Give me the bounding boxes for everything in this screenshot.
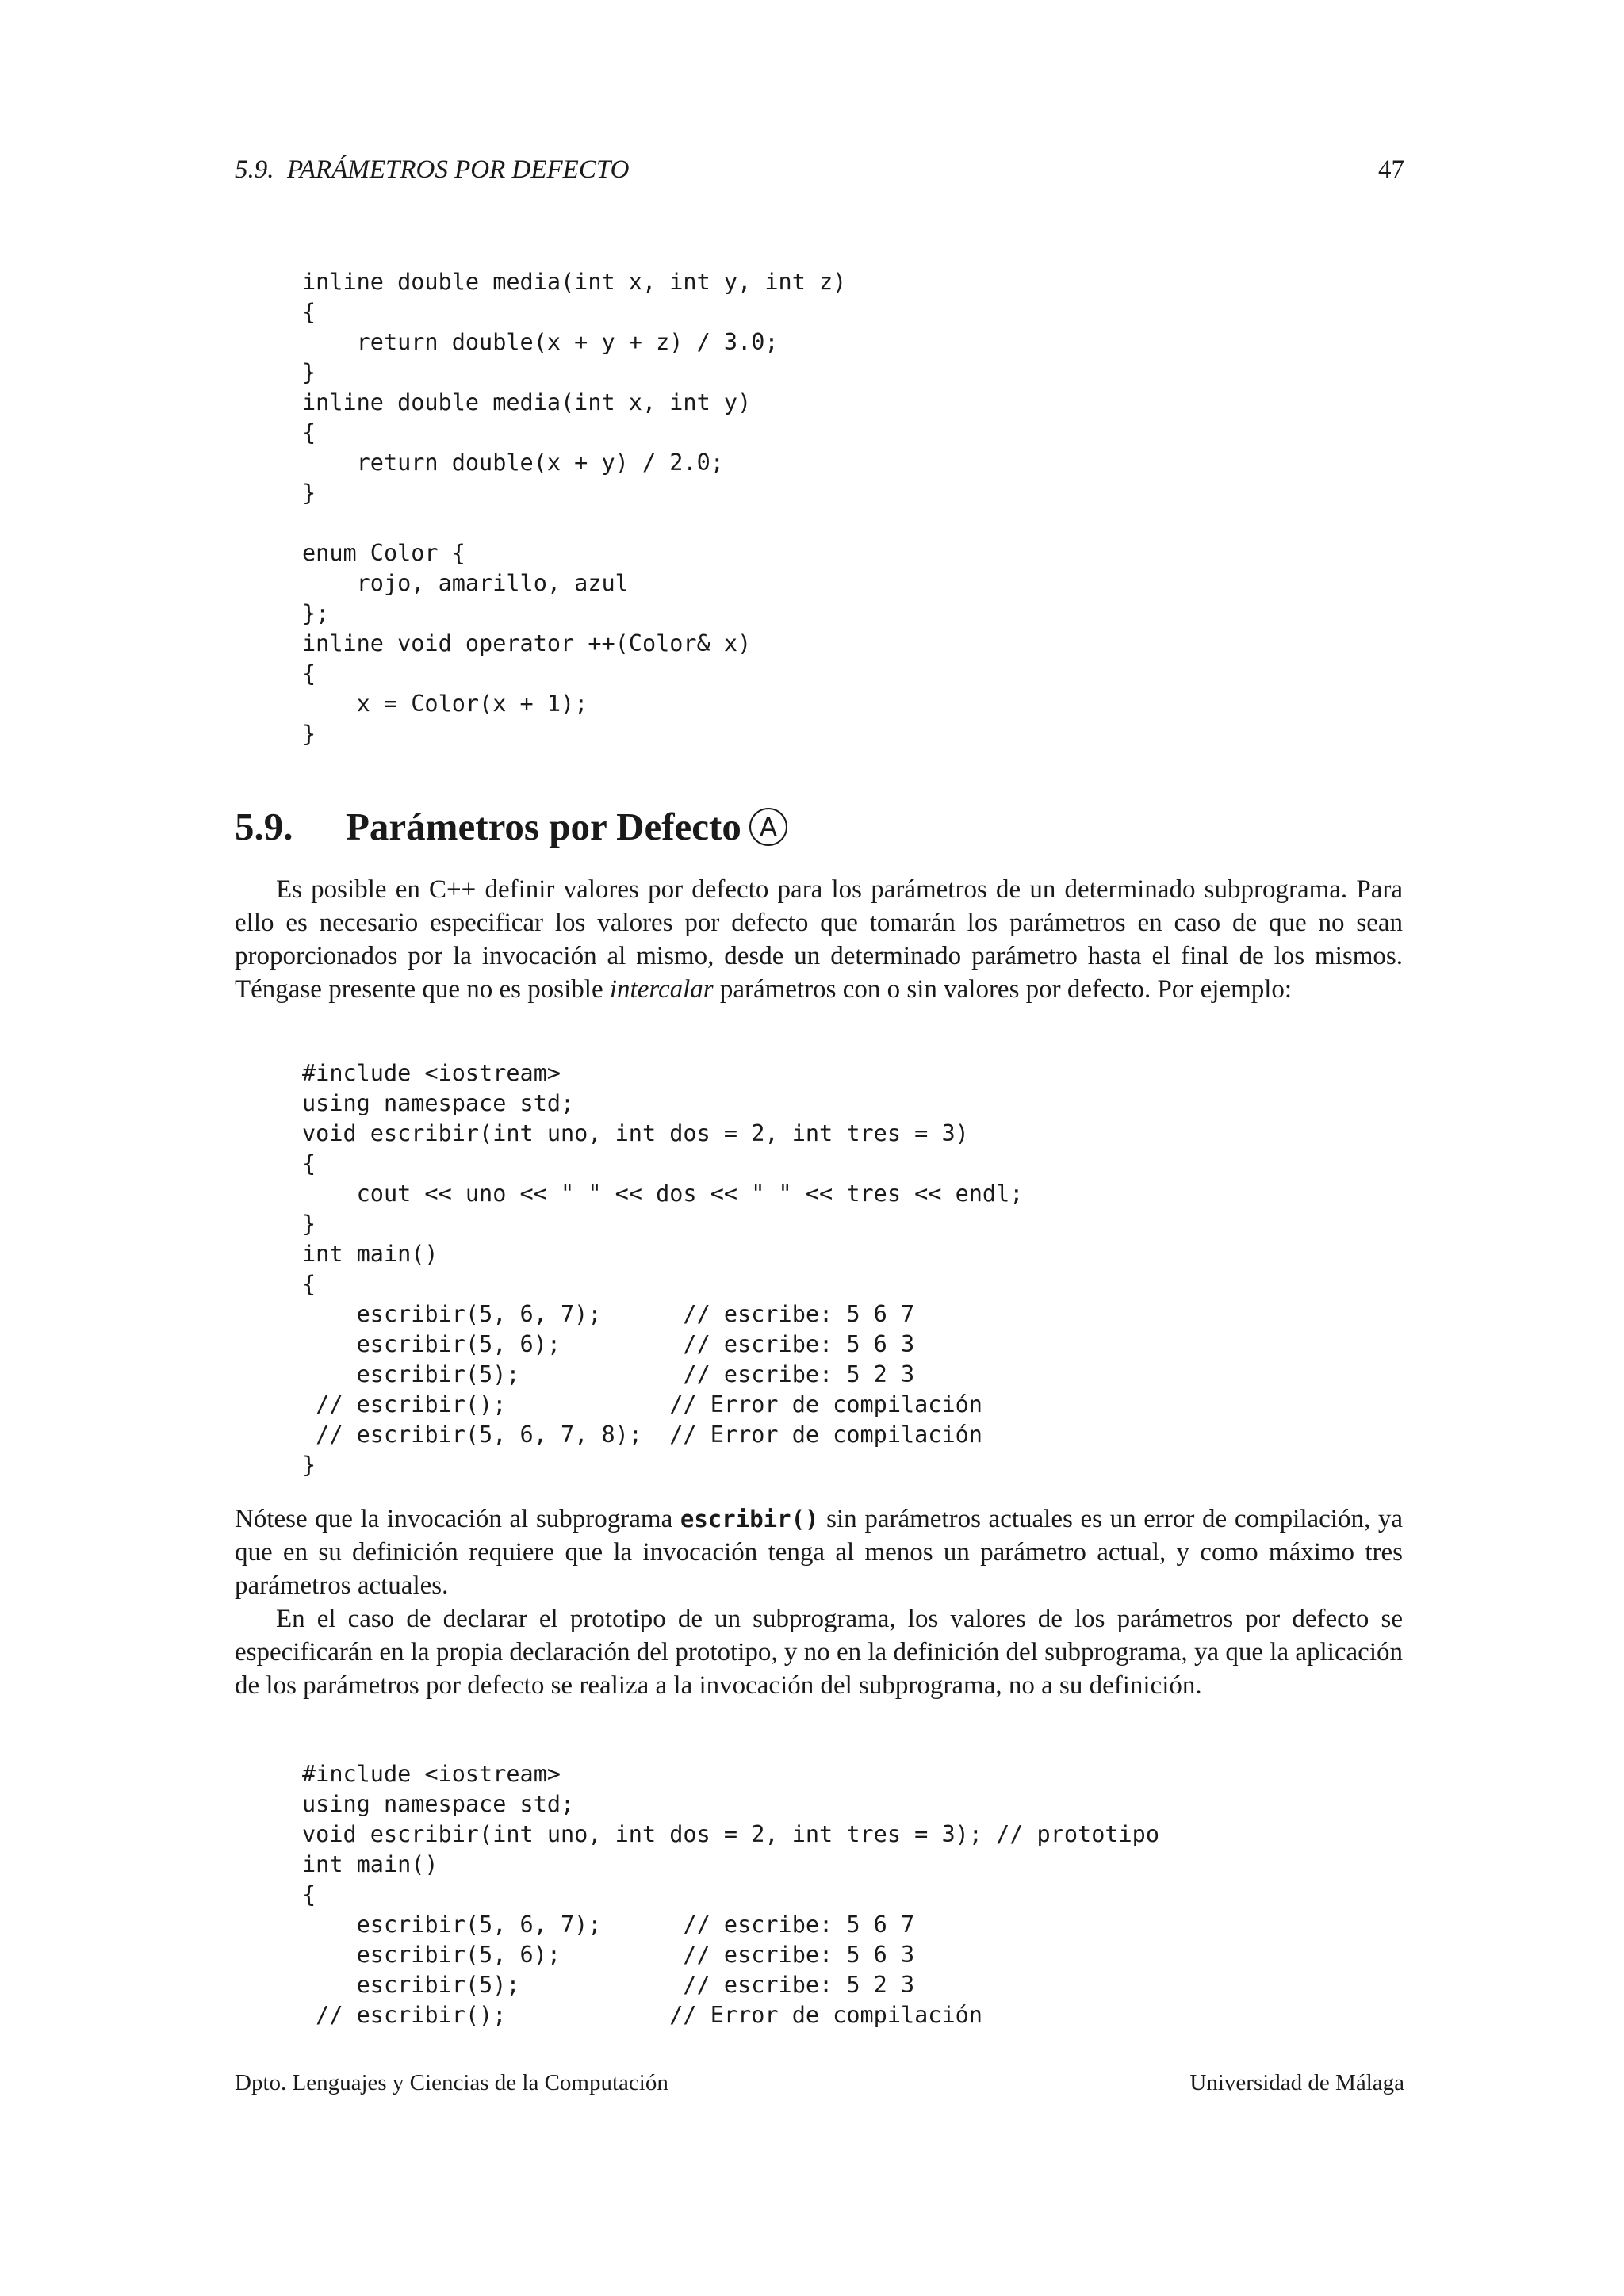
code-block-escribir-prototype: #include <iostream> using namespace std; void escribir(int uno, int dos = 2, int tres = 3); // prototipo int main() { escribir(5, 6, 7); // escribe: 5 6 7 escribir(5, 6); // escribe: 5 6 3 escribir(5); // escribe: 5 2 3 // escribir(); // Error de compilación (302, 1761, 1159, 2028)
code-block-escribir-definition: #include <iostream> using namespace std; void escribir(int uno, int dos = 2, int tres = 3) { cout << uno << " " << dos << " " << tres << endl; } int main() { escribir(5, 6, 7); // escribe: 5 6 7 escribir(5, 6); // escribe: 5 6 3 escribir(5); // escribe: 5 2 3 // escribir(); // Error de compilación // escribir(5, 6, 7, 8); // Error de compilación } (302, 1060, 1024, 1478)
section-heading (235, 795, 787, 859)
intro-text-end: parámetros con o sin valores por defecto. Por ejemplo: (713, 975, 1293, 1004)
note-text-start: Nótese que la invocación al subprograma (235, 1505, 680, 1533)
section-title: Parámetros por Defecto (346, 805, 741, 848)
section-number: 5.9. (235, 805, 293, 848)
intro-emphasis: intercalar (609, 975, 714, 1004)
intro-paragraph (235, 873, 1403, 1006)
note-text-end: sin parámetros actuales es un error de compilación, ya que en su definición requiere que la invocación tenga al menos un parámetro actual, y como máximo tres parámetros actuales. (235, 1505, 1403, 1600)
intro-text-start: Es posible en C++ definir valores por defecto para los parámetros de un determinado subprograma. Para ello es necesario especificar los valores por defecto que tomarán los parámetros en caso de que no sean proporcionados por la invocación al mismo, desde un determinado parámetro hasta el final de los mismos. Téngase presente que no es posible (235, 875, 1403, 1004)
advanced-topic-icon: A (749, 808, 787, 846)
inline-code-escribir: escribir() (680, 1506, 819, 1533)
prototype-paragraph: En el caso de declarar el prototipo de un subprograma, los valores de los parámetros por defecto se especificarán en la propia declaración del prototipo, y no en la definición del subprograma, ya que la aplicación de los parámetros por defecto se realiza a la invocación del subprograma, no a su definición. (235, 1605, 1403, 1700)
note-paragraph (235, 1502, 1403, 1602)
code-block-media-color: inline double media(int x, int y, int z) { return double(x + y + z) / 3.0; } inline double media(int x, int y) { return double(x + y) / 2.0; } enum Color { rojo, amarillo, azul }; inline void operator ++(Color& x) { x = Color(x + 1); } (302, 269, 847, 747)
footer-department: Dpto. Lenguajes y Ciencias de la Computación (235, 2070, 668, 2095)
page-number: 47 (1378, 155, 1404, 184)
footer-university: Universidad de Málaga (1189, 2070, 1404, 2095)
running-header: 5.9. PARÁMETROS POR DEFECTO (235, 155, 630, 184)
